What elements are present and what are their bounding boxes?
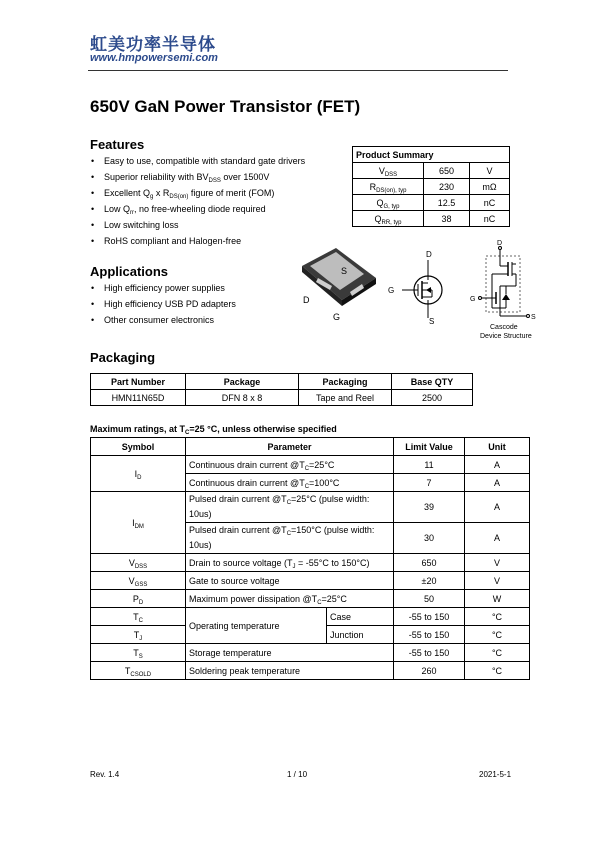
application-item: • High efficiency USB PD adapters (90, 298, 236, 314)
column-header: Parameter (186, 438, 394, 456)
unit-cell: V (465, 572, 530, 590)
summary-value: 650 (424, 163, 470, 179)
table-row (91, 662, 530, 680)
unit-cell: A (465, 523, 530, 554)
cascode-d-label: D (497, 240, 503, 247)
symbol-cell: $V_{GSS}$ (91, 572, 186, 590)
footer-revision: Rev. 1.4 (90, 770, 120, 779)
feature-item: • Low switching loss (90, 219, 305, 235)
footer-page-number: 1 / 10 (287, 770, 308, 779)
package-s-label: S (341, 266, 348, 276)
column-header: Symbol (91, 438, 186, 456)
parameter-cell: Maximum power dissipation $@T_C=25^\circ C$ (186, 590, 394, 608)
parameter-cell: Operating temperature (186, 608, 327, 644)
symbol-g-label: G (388, 286, 395, 295)
unit-cell: W (465, 590, 530, 608)
summary-param: $R_{DS(on), typ}$ (353, 179, 424, 195)
footer-date: 2021-5-1 (479, 770, 512, 779)
limit-value-cell: -55 to 150 (394, 608, 465, 626)
package-g-label: G (333, 312, 341, 322)
summary-value: 12.5 (424, 195, 470, 211)
column-header: Base QTY (392, 374, 473, 390)
table-row (353, 179, 510, 195)
features-list (90, 155, 305, 251)
column-header: Limit Value (394, 438, 465, 456)
limit-value-cell: 11 (394, 456, 465, 474)
company-website[interactable]: www.hmpowersemi.com (90, 52, 218, 64)
unit-cell: °C (465, 644, 530, 662)
limit-value-cell: 39 (394, 492, 465, 523)
symbol-s-label: S (429, 317, 435, 326)
table-row (91, 608, 530, 626)
feature-item: • Superior reliability with $BV_{DSS}$ over 1500V (90, 171, 305, 187)
limit-value-cell: ±20 (394, 572, 465, 590)
product-summary-table (352, 146, 510, 227)
symbol-cell: $P_D$ (91, 590, 186, 608)
package-type: DFN 8 x 8 (186, 390, 299, 406)
parameter-cell: Storage temperature (186, 644, 394, 662)
package-image (296, 244, 378, 324)
table-row (91, 590, 530, 608)
symbol-cell: $T_{CSOLD}$ (91, 662, 186, 680)
package-d-label: D (303, 295, 310, 305)
application-item: • High efficiency power supplies (90, 282, 236, 298)
unit-cell: V (465, 554, 530, 572)
part-number: HMN11N65D (91, 390, 186, 406)
cascode-structure-image (466, 238, 542, 342)
table-header-row (91, 374, 473, 390)
cascode-caption-line1: Cascode (490, 324, 518, 331)
column-header: Packaging (299, 374, 392, 390)
feature-item: • Excellent $Q_g$ x $R_{DS(on)}$ figure of merit (FOM) (90, 187, 305, 203)
table-row (91, 644, 530, 662)
symbol-d-label: D (426, 250, 432, 259)
feature-item: • Easy to use, compatible with standard gate drivers (90, 155, 305, 171)
parameter-cell: Gate to source voltage (186, 572, 394, 590)
limit-value-cell: 650 (394, 554, 465, 572)
packaging-heading: Packaging (90, 350, 156, 365)
cascode-g-label: G (470, 296, 476, 303)
table-row (91, 390, 473, 406)
table-row (91, 492, 530, 523)
table-row (91, 554, 530, 572)
column-header: Unit (465, 438, 530, 456)
table-row (91, 572, 530, 590)
company-logo-cn: 虹美功率半导体 (90, 35, 216, 55)
fet-symbol-image (384, 246, 454, 326)
limit-value-cell: 260 (394, 662, 465, 680)
summary-unit: nC (470, 195, 510, 211)
symbol-cell: $I_{DM}$ (91, 492, 186, 554)
parameter-cell: Continuous drain current $@T_C=25^\circ C$ (186, 456, 394, 474)
table-row (91, 456, 530, 474)
table-header-row (91, 438, 530, 456)
column-header: Part Number (91, 374, 186, 390)
parameter-cell: Pulsed drain current $@T_C=25^\circ C$ (pulse width: 10us) (186, 492, 394, 523)
unit-cell: °C (465, 608, 530, 626)
page-title: 650V GaN Power Transistor (FET) (90, 97, 361, 116)
table-row (353, 211, 510, 227)
max-ratings-heading: Maximum ratings, at $T_C=25$ °C, unless otherwise specified (90, 424, 337, 436)
header-divider (88, 70, 508, 71)
product-summary-title: Product Summary (353, 147, 510, 163)
parameter-cell: Continuous drain current $@T_C=100^\circ C$ (186, 474, 394, 492)
symbol-cell: $V_{DSS}$ (91, 554, 186, 572)
limit-value-cell: -55 to 150 (394, 644, 465, 662)
unit-cell: A (465, 456, 530, 474)
unit-cell: A (465, 474, 530, 492)
feature-item: • Low $Q_{rr}$, no free-wheeling diode required (90, 203, 305, 219)
summary-param: $Q_{G, typ}$ (353, 195, 424, 211)
unit-cell: °C (465, 662, 530, 680)
unit-cell: °C (465, 626, 530, 644)
symbol-cell: $T_S$ (91, 644, 186, 662)
symbol-cell: $T_C$ (91, 608, 186, 626)
summary-value: 230 (424, 179, 470, 195)
parameter-cell: Drain to source voltage ($T_J = -55^\circ C$ to 150°C) (186, 554, 394, 572)
max-ratings-table (90, 437, 530, 680)
base-qty: 2500 (392, 390, 473, 406)
sub-parameter-cell: Junction (327, 626, 394, 644)
cascode-caption-line2: Device Structure (480, 333, 532, 340)
feature-item: • RoHS compliant and Halogen-free (90, 235, 305, 251)
column-header: Package (186, 374, 299, 390)
table-row (353, 163, 510, 179)
summary-unit: mΩ (470, 179, 510, 195)
parameter-cell: Pulsed drain current $@T_C=150^\circ C$ (pulse width: 10us) (186, 523, 394, 554)
limit-value-cell: 7 (394, 474, 465, 492)
applications-heading: Applications (90, 264, 169, 279)
unit-cell: A (465, 492, 530, 523)
table-row (353, 195, 510, 211)
summary-param: $V_{DSS}$ (353, 163, 424, 179)
cascode-s-label: S (531, 314, 536, 321)
symbol-cell: $I_D$ (91, 456, 186, 492)
sub-parameter-cell: Case (327, 608, 394, 626)
parameter-cell: Soldering peak temperature (186, 662, 394, 680)
packaging-type: Tape and Reel (299, 390, 392, 406)
summary-unit: nC (470, 211, 510, 227)
limit-value-cell: -55 to 150 (394, 626, 465, 644)
summary-value: 38 (424, 211, 470, 227)
application-item: • Other consumer electronics (90, 314, 236, 330)
symbol-cell: $T_J$ (91, 626, 186, 644)
summary-param: $Q_{RR, typ}$ (353, 211, 424, 227)
summary-unit: V (470, 163, 510, 179)
packaging-table (90, 373, 473, 406)
applications-list (90, 282, 236, 330)
limit-value-cell: 30 (394, 523, 465, 554)
features-heading: Features (90, 137, 145, 152)
limit-value-cell: 50 (394, 590, 465, 608)
